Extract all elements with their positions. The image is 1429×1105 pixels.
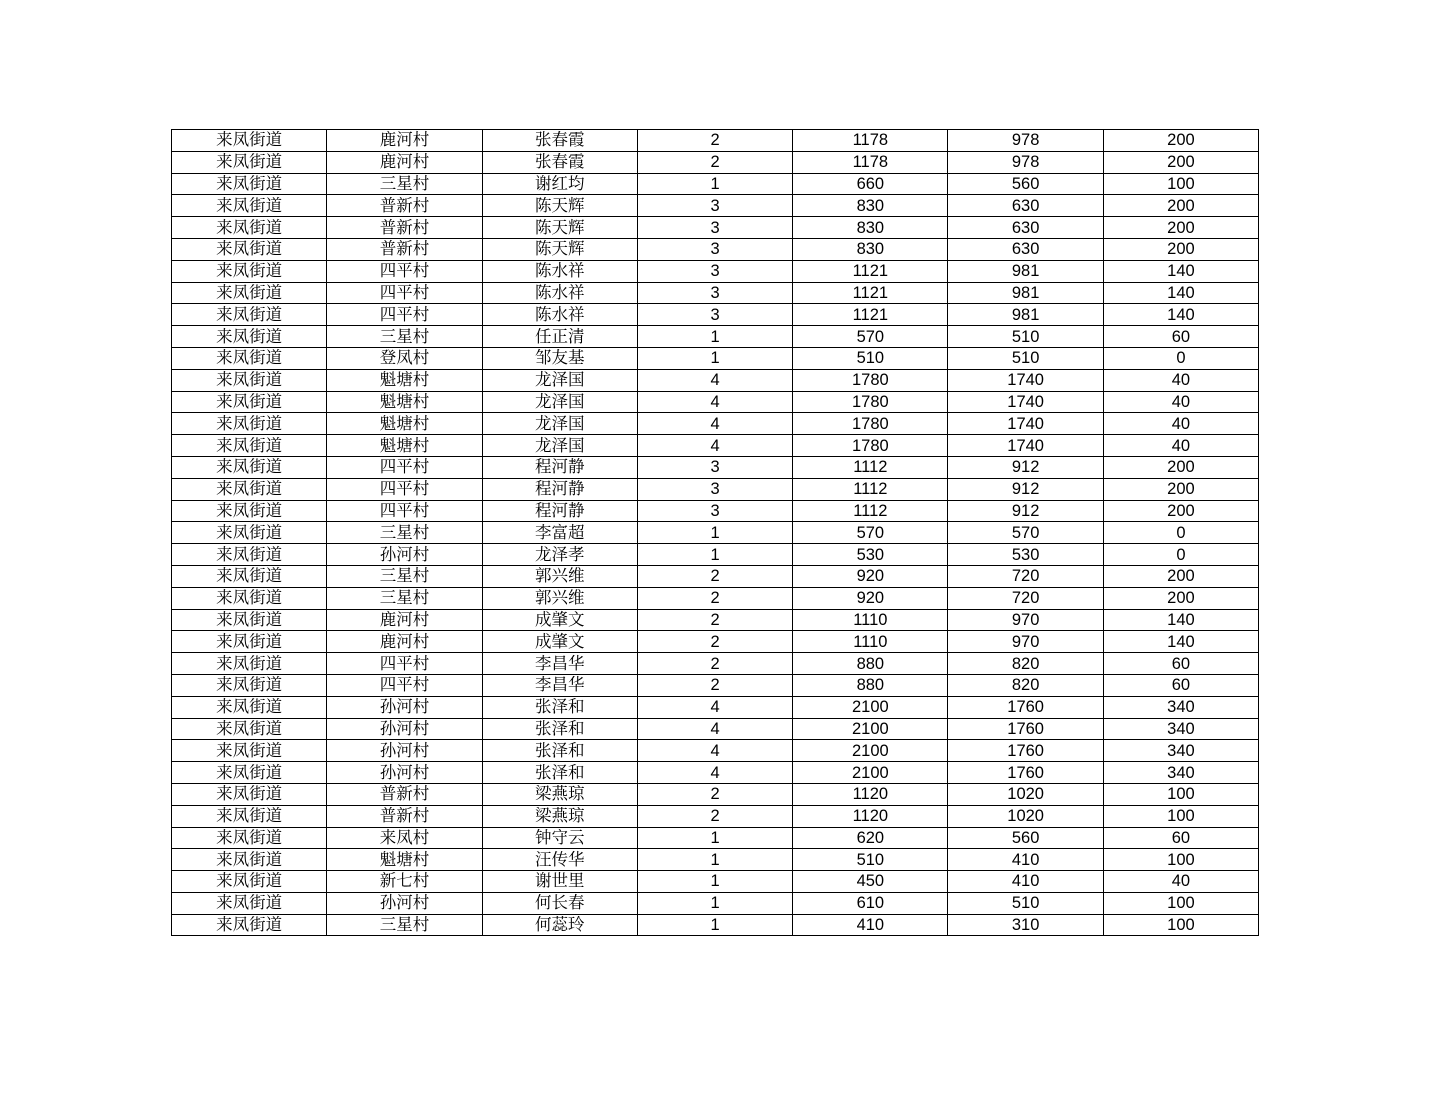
cell-amount-a: 560	[948, 827, 1103, 849]
cell-village: 普新村	[327, 805, 482, 827]
cell-village: 孙河村	[327, 718, 482, 740]
cell-village: 魁塘村	[327, 435, 482, 457]
table-row	[172, 565, 1259, 587]
cell-street: 来凤街道	[172, 195, 327, 217]
cell-amount-b: 340	[1103, 762, 1258, 784]
cell-household-size: 3	[637, 260, 792, 282]
table-row	[172, 718, 1259, 740]
cell-amount-a: 981	[948, 282, 1103, 304]
cell-household-size: 3	[637, 282, 792, 304]
cell-street: 来凤街道	[172, 762, 327, 784]
cell-household-size: 4	[637, 413, 792, 435]
cell-amount-total: 920	[793, 587, 948, 609]
table-row	[172, 805, 1259, 827]
table-row	[172, 783, 1259, 805]
cell-street: 来凤街道	[172, 696, 327, 718]
cell-amount-b: 40	[1103, 369, 1258, 391]
cell-amount-total: 830	[793, 217, 948, 239]
cell-amount-total: 510	[793, 347, 948, 369]
table-row	[172, 347, 1259, 369]
cell-name: 张泽和	[482, 696, 637, 718]
cell-amount-total: 2100	[793, 740, 948, 762]
cell-amount-total: 620	[793, 827, 948, 849]
table-row	[172, 195, 1259, 217]
cell-amount-b: 0	[1103, 522, 1258, 544]
cell-amount-a: 970	[948, 609, 1103, 631]
cell-amount-total: 660	[793, 173, 948, 195]
cell-street: 来凤街道	[172, 740, 327, 762]
cell-amount-total: 830	[793, 238, 948, 260]
cell-amount-a: 720	[948, 565, 1103, 587]
cell-village: 四平村	[327, 653, 482, 675]
cell-amount-b: 200	[1103, 151, 1258, 173]
cell-name: 郭兴维	[482, 587, 637, 609]
cell-name: 陈天辉	[482, 217, 637, 239]
cell-household-size: 1	[637, 892, 792, 914]
cell-household-size: 3	[637, 217, 792, 239]
cell-amount-a: 981	[948, 304, 1103, 326]
cell-amount-total: 1780	[793, 391, 948, 413]
cell-amount-a: 410	[948, 849, 1103, 871]
cell-amount-a: 970	[948, 631, 1103, 653]
cell-village: 普新村	[327, 195, 482, 217]
cell-household-size: 1	[637, 871, 792, 893]
cell-village: 魁塘村	[327, 849, 482, 871]
cell-street: 来凤街道	[172, 369, 327, 391]
table-row	[172, 849, 1259, 871]
cell-household-size: 3	[637, 456, 792, 478]
cell-name: 陈水祥	[482, 304, 637, 326]
cell-street: 来凤街道	[172, 391, 327, 413]
cell-village: 四平村	[327, 456, 482, 478]
cell-amount-a: 1740	[948, 369, 1103, 391]
cell-amount-a: 530	[948, 544, 1103, 566]
cell-village: 三星村	[327, 914, 482, 936]
cell-street: 来凤街道	[172, 304, 327, 326]
cell-household-size: 4	[637, 369, 792, 391]
cell-name: 龙泽孝	[482, 544, 637, 566]
table-row	[172, 674, 1259, 696]
cell-street: 来凤街道	[172, 282, 327, 304]
cell-amount-b: 60	[1103, 827, 1258, 849]
cell-amount-b: 100	[1103, 783, 1258, 805]
cell-amount-b: 200	[1103, 195, 1258, 217]
table-row	[172, 260, 1259, 282]
cell-amount-total: 610	[793, 892, 948, 914]
cell-amount-b: 140	[1103, 282, 1258, 304]
cell-household-size: 2	[637, 587, 792, 609]
cell-amount-a: 720	[948, 587, 1103, 609]
cell-street: 来凤街道	[172, 783, 327, 805]
cell-household-size: 1	[637, 914, 792, 936]
cell-household-size: 1	[637, 827, 792, 849]
cell-street: 来凤街道	[172, 544, 327, 566]
cell-name: 李昌华	[482, 674, 637, 696]
cell-household-size: 2	[637, 805, 792, 827]
cell-amount-a: 1760	[948, 718, 1103, 740]
cell-name: 谢红均	[482, 173, 637, 195]
cell-amount-total: 1112	[793, 500, 948, 522]
cell-amount-total: 1110	[793, 631, 948, 653]
cell-street: 来凤街道	[172, 500, 327, 522]
cell-amount-b: 40	[1103, 413, 1258, 435]
cell-street: 来凤街道	[172, 631, 327, 653]
cell-household-size: 3	[637, 195, 792, 217]
cell-household-size: 3	[637, 238, 792, 260]
cell-village: 鹿河村	[327, 151, 482, 173]
cell-name: 成肇文	[482, 609, 637, 631]
cell-amount-b: 340	[1103, 718, 1258, 740]
cell-household-size: 1	[637, 347, 792, 369]
cell-name: 陈天辉	[482, 195, 637, 217]
cell-village: 登凤村	[327, 347, 482, 369]
cell-amount-b: 100	[1103, 849, 1258, 871]
cell-amount-a: 1740	[948, 413, 1103, 435]
cell-household-size: 1	[637, 544, 792, 566]
cell-village: 鹿河村	[327, 609, 482, 631]
cell-amount-a: 570	[948, 522, 1103, 544]
cell-amount-total: 1121	[793, 304, 948, 326]
cell-amount-total: 830	[793, 195, 948, 217]
cell-amount-a: 410	[948, 871, 1103, 893]
cell-name: 陈水祥	[482, 282, 637, 304]
table-row	[172, 696, 1259, 718]
cell-amount-total: 1110	[793, 609, 948, 631]
cell-amount-total: 880	[793, 674, 948, 696]
cell-street: 来凤街道	[172, 130, 327, 152]
cell-amount-a: 630	[948, 238, 1103, 260]
cell-village: 魁塘村	[327, 369, 482, 391]
cell-household-size: 4	[637, 762, 792, 784]
cell-amount-b: 340	[1103, 696, 1258, 718]
cell-amount-total: 510	[793, 849, 948, 871]
cell-household-size: 2	[637, 783, 792, 805]
cell-amount-b: 200	[1103, 238, 1258, 260]
cell-village: 三星村	[327, 173, 482, 195]
table-row	[172, 326, 1259, 348]
table-row	[172, 522, 1259, 544]
cell-amount-a: 630	[948, 195, 1103, 217]
cell-village: 三星村	[327, 522, 482, 544]
cell-street: 来凤街道	[172, 587, 327, 609]
cell-amount-total: 530	[793, 544, 948, 566]
cell-street: 来凤街道	[172, 914, 327, 936]
cell-street: 来凤街道	[172, 871, 327, 893]
table-row	[172, 456, 1259, 478]
cell-amount-a: 912	[948, 478, 1103, 500]
cell-village: 魁塘村	[327, 413, 482, 435]
cell-amount-b: 100	[1103, 914, 1258, 936]
cell-amount-b: 40	[1103, 871, 1258, 893]
cell-name: 钟守云	[482, 827, 637, 849]
cell-amount-a: 1740	[948, 391, 1103, 413]
cell-village: 普新村	[327, 783, 482, 805]
cell-name: 梁燕琼	[482, 805, 637, 827]
cell-amount-b: 200	[1103, 565, 1258, 587]
cell-street: 来凤街道	[172, 849, 327, 871]
table-row	[172, 304, 1259, 326]
cell-amount-total: 410	[793, 914, 948, 936]
table-row	[172, 544, 1259, 566]
table-row	[172, 413, 1259, 435]
cell-amount-a: 510	[948, 892, 1103, 914]
cell-street: 来凤街道	[172, 260, 327, 282]
cell-amount-total: 1178	[793, 151, 948, 173]
table-row	[172, 391, 1259, 413]
table-row	[172, 282, 1259, 304]
cell-amount-b: 40	[1103, 391, 1258, 413]
cell-amount-b: 200	[1103, 217, 1258, 239]
cell-village: 普新村	[327, 238, 482, 260]
cell-household-size: 2	[637, 565, 792, 587]
cell-name: 任正清	[482, 326, 637, 348]
cell-name: 邹友基	[482, 347, 637, 369]
table-row	[172, 130, 1259, 152]
cell-household-size: 1	[637, 326, 792, 348]
cell-amount-a: 820	[948, 674, 1103, 696]
cell-amount-total: 1121	[793, 260, 948, 282]
cell-amount-a: 1020	[948, 805, 1103, 827]
cell-amount-b: 200	[1103, 130, 1258, 152]
cell-amount-b: 100	[1103, 892, 1258, 914]
cell-amount-a: 820	[948, 653, 1103, 675]
cell-household-size: 2	[637, 151, 792, 173]
cell-village: 鹿河村	[327, 631, 482, 653]
cell-household-size: 1	[637, 173, 792, 195]
table-row	[172, 827, 1259, 849]
cell-amount-a: 1760	[948, 740, 1103, 762]
cell-amount-b: 200	[1103, 500, 1258, 522]
table-row	[172, 871, 1259, 893]
cell-village: 鹿河村	[327, 130, 482, 152]
table-row	[172, 587, 1259, 609]
cell-amount-b: 40	[1103, 435, 1258, 457]
table-row	[172, 369, 1259, 391]
cell-street: 来凤街道	[172, 347, 327, 369]
cell-street: 来凤街道	[172, 827, 327, 849]
cell-village: 四平村	[327, 260, 482, 282]
cell-household-size: 4	[637, 718, 792, 740]
cell-village: 魁塘村	[327, 391, 482, 413]
cell-street: 来凤街道	[172, 238, 327, 260]
cell-name: 张泽和	[482, 740, 637, 762]
cell-village: 孙河村	[327, 762, 482, 784]
table-row	[172, 631, 1259, 653]
cell-street: 来凤街道	[172, 435, 327, 457]
cell-street: 来凤街道	[172, 413, 327, 435]
cell-household-size: 1	[637, 849, 792, 871]
cell-amount-total: 1780	[793, 413, 948, 435]
cell-amount-b: 200	[1103, 456, 1258, 478]
cell-village: 孙河村	[327, 544, 482, 566]
cell-village: 新七村	[327, 871, 482, 893]
cell-name: 张春霞	[482, 130, 637, 152]
document-page	[171, 129, 1259, 936]
cell-amount-b: 140	[1103, 260, 1258, 282]
cell-name: 谢世里	[482, 871, 637, 893]
cell-amount-b: 0	[1103, 544, 1258, 566]
cell-amount-total: 1112	[793, 456, 948, 478]
cell-household-size: 4	[637, 435, 792, 457]
cell-name: 龙泽国	[482, 413, 637, 435]
table-row	[172, 435, 1259, 457]
cell-name: 陈水祥	[482, 260, 637, 282]
cell-village: 四平村	[327, 500, 482, 522]
table-row	[172, 892, 1259, 914]
cell-street: 来凤街道	[172, 456, 327, 478]
cell-household-size: 3	[637, 304, 792, 326]
cell-household-size: 2	[637, 653, 792, 675]
cell-village: 四平村	[327, 282, 482, 304]
cell-street: 来凤街道	[172, 173, 327, 195]
cell-street: 来凤街道	[172, 718, 327, 740]
cell-amount-b: 200	[1103, 587, 1258, 609]
cell-street: 来凤街道	[172, 326, 327, 348]
cell-amount-total: 1780	[793, 369, 948, 391]
cell-street: 来凤街道	[172, 653, 327, 675]
cell-amount-total: 570	[793, 522, 948, 544]
cell-street: 来凤街道	[172, 805, 327, 827]
cell-name: 程河静	[482, 456, 637, 478]
cell-amount-total: 1120	[793, 805, 948, 827]
cell-name: 陈天辉	[482, 238, 637, 260]
cell-street: 来凤街道	[172, 151, 327, 173]
cell-name: 梁燕琼	[482, 783, 637, 805]
cell-amount-total: 880	[793, 653, 948, 675]
cell-household-size: 4	[637, 696, 792, 718]
cell-village: 来凤村	[327, 827, 482, 849]
cell-amount-total: 450	[793, 871, 948, 893]
cell-street: 来凤街道	[172, 217, 327, 239]
cell-name: 龙泽国	[482, 435, 637, 457]
cell-amount-b: 60	[1103, 653, 1258, 675]
cell-amount-b: 340	[1103, 740, 1258, 762]
cell-amount-a: 1760	[948, 762, 1103, 784]
table-row	[172, 238, 1259, 260]
cell-amount-b: 100	[1103, 173, 1258, 195]
table-row	[172, 762, 1259, 784]
cell-household-size: 4	[637, 740, 792, 762]
table-row	[172, 478, 1259, 500]
table-row	[172, 609, 1259, 631]
cell-amount-a: 912	[948, 456, 1103, 478]
cell-amount-total: 1121	[793, 282, 948, 304]
cell-amount-a: 978	[948, 151, 1103, 173]
cell-village: 四平村	[327, 478, 482, 500]
cell-household-size: 2	[637, 609, 792, 631]
cell-name: 汪传华	[482, 849, 637, 871]
cell-amount-total: 1178	[793, 130, 948, 152]
cell-amount-a: 1760	[948, 696, 1103, 718]
cell-amount-b: 140	[1103, 609, 1258, 631]
cell-amount-total: 2100	[793, 696, 948, 718]
cell-name: 张泽和	[482, 762, 637, 784]
cell-street: 来凤街道	[172, 565, 327, 587]
cell-amount-a: 510	[948, 347, 1103, 369]
cell-amount-b: 60	[1103, 674, 1258, 696]
cell-household-size: 3	[637, 478, 792, 500]
table-row	[172, 217, 1259, 239]
cell-amount-total: 1120	[793, 783, 948, 805]
cell-amount-a: 981	[948, 260, 1103, 282]
cell-name: 程河静	[482, 500, 637, 522]
cell-street: 来凤街道	[172, 609, 327, 631]
cell-street: 来凤街道	[172, 892, 327, 914]
cell-street: 来凤街道	[172, 478, 327, 500]
cell-name: 郭兴维	[482, 565, 637, 587]
cell-name: 何长春	[482, 892, 637, 914]
cell-street: 来凤街道	[172, 674, 327, 696]
cell-village: 孙河村	[327, 740, 482, 762]
cell-village: 孙河村	[327, 892, 482, 914]
cell-street: 来凤街道	[172, 522, 327, 544]
cell-household-size: 1	[637, 522, 792, 544]
table-row	[172, 653, 1259, 675]
cell-amount-a: 630	[948, 217, 1103, 239]
cell-household-size: 4	[637, 391, 792, 413]
cell-amount-a: 978	[948, 130, 1103, 152]
table-row	[172, 151, 1259, 173]
cell-village: 三星村	[327, 565, 482, 587]
cell-household-size: 2	[637, 674, 792, 696]
data-table	[171, 129, 1259, 936]
cell-name: 何蕊玲	[482, 914, 637, 936]
cell-village: 四平村	[327, 304, 482, 326]
cell-name: 成肇文	[482, 631, 637, 653]
table-row	[172, 740, 1259, 762]
cell-name: 李富超	[482, 522, 637, 544]
cell-name: 张春霞	[482, 151, 637, 173]
cell-amount-b: 140	[1103, 631, 1258, 653]
cell-amount-total: 570	[793, 326, 948, 348]
cell-village: 孙河村	[327, 696, 482, 718]
cell-amount-total: 1112	[793, 478, 948, 500]
cell-household-size: 2	[637, 130, 792, 152]
table-row	[172, 500, 1259, 522]
cell-amount-b: 100	[1103, 805, 1258, 827]
cell-amount-b: 140	[1103, 304, 1258, 326]
cell-village: 三星村	[327, 587, 482, 609]
cell-amount-a: 310	[948, 914, 1103, 936]
cell-amount-total: 1780	[793, 435, 948, 457]
cell-household-size: 3	[637, 500, 792, 522]
cell-amount-b: 60	[1103, 326, 1258, 348]
cell-amount-total: 2100	[793, 718, 948, 740]
cell-amount-a: 912	[948, 500, 1103, 522]
table-row	[172, 173, 1259, 195]
cell-amount-total: 2100	[793, 762, 948, 784]
cell-amount-b: 0	[1103, 347, 1258, 369]
cell-amount-total: 920	[793, 565, 948, 587]
cell-name: 程河静	[482, 478, 637, 500]
cell-amount-a: 1020	[948, 783, 1103, 805]
cell-amount-a: 510	[948, 326, 1103, 348]
cell-amount-a: 1740	[948, 435, 1103, 457]
table-row	[172, 914, 1259, 936]
cell-name: 张泽和	[482, 718, 637, 740]
cell-name: 龙泽国	[482, 391, 637, 413]
cell-amount-b: 200	[1103, 478, 1258, 500]
cell-amount-a: 560	[948, 173, 1103, 195]
cell-household-size: 2	[637, 631, 792, 653]
cell-name: 龙泽国	[482, 369, 637, 391]
cell-village: 三星村	[327, 326, 482, 348]
cell-name: 李昌华	[482, 653, 637, 675]
table-body	[172, 130, 1259, 936]
cell-village: 四平村	[327, 674, 482, 696]
cell-village: 普新村	[327, 217, 482, 239]
